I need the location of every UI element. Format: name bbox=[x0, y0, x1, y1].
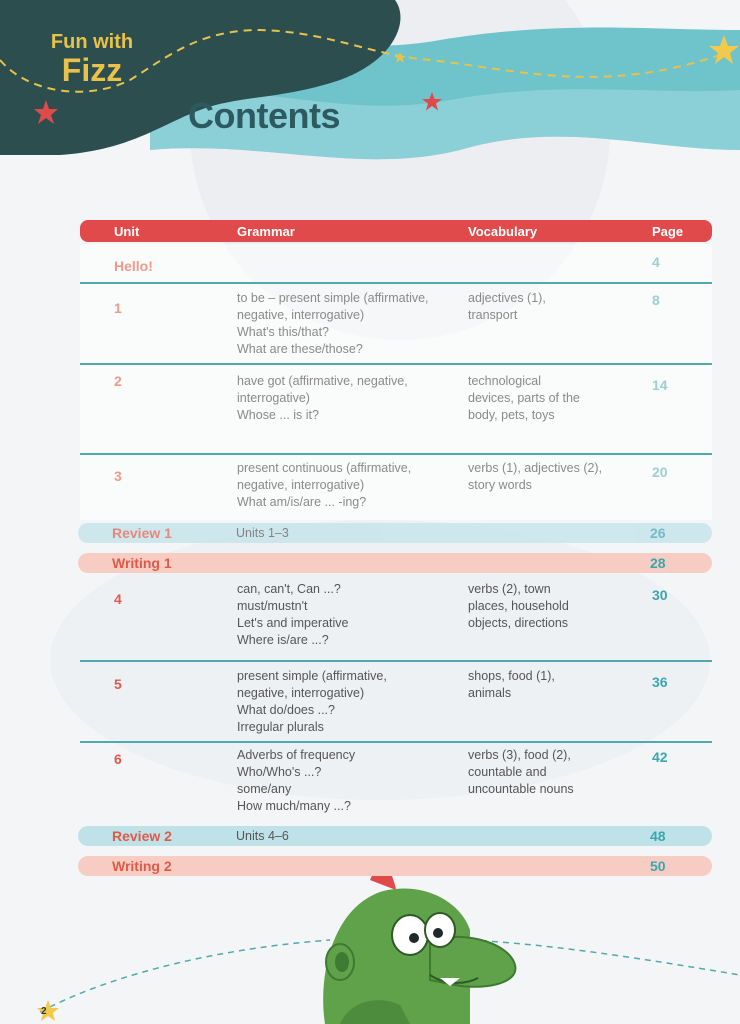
table-row bbox=[80, 290, 712, 362]
vocabulary-line: places, household bbox=[468, 599, 569, 613]
row-divider bbox=[80, 453, 712, 455]
vocabulary-line: story words bbox=[468, 478, 532, 492]
grammar-line: present continuous (affirmative, bbox=[237, 461, 412, 475]
row-page: 28 bbox=[650, 555, 666, 571]
review-row bbox=[78, 826, 712, 846]
row-page: 4 bbox=[652, 254, 660, 270]
grammar-line: Let's and imperative bbox=[237, 616, 349, 630]
row-page: 8 bbox=[652, 292, 660, 308]
row-page: 50 bbox=[650, 858, 666, 874]
grammar-line: present simple (affirmative, bbox=[237, 669, 387, 683]
row-unit: Writing 2 bbox=[112, 858, 172, 874]
grammar-line: What am/is/are ... -ing? bbox=[237, 495, 367, 509]
table-header bbox=[80, 220, 712, 242]
grammar-line: How much/many ...? bbox=[237, 799, 351, 813]
table-row bbox=[80, 460, 712, 518]
row-page: 36 bbox=[652, 674, 668, 690]
vocabulary-line: body, pets, toys bbox=[468, 408, 555, 422]
vocabulary-line: shops, food (1), bbox=[468, 669, 555, 683]
table-row bbox=[80, 373, 712, 453]
vocabulary-line: countable and bbox=[468, 765, 547, 779]
grammar-line: negative, interrogative) bbox=[237, 308, 365, 322]
brand-line-1: Fun with bbox=[50, 31, 134, 53]
row-unit: 3 bbox=[114, 468, 122, 484]
mascot-dinosaur-icon bbox=[323, 864, 515, 1024]
vocabulary-line: animals bbox=[468, 686, 512, 700]
column-header-unit: Unit bbox=[114, 224, 140, 239]
grammar-line: Adverbs of frequency bbox=[237, 748, 356, 762]
column-header-grammar: Grammar bbox=[237, 224, 295, 239]
grammar-line: have got (affirmative, negative, bbox=[237, 374, 408, 388]
page-number: 2 bbox=[41, 1006, 47, 1017]
row-page: 14 bbox=[652, 377, 668, 393]
grammar-line: Who/Who's ...? bbox=[237, 765, 322, 779]
brand-line-2: Fizz bbox=[61, 52, 123, 88]
row-unit: Review 2 bbox=[112, 828, 172, 844]
row-units-range: Units 4–6 bbox=[236, 829, 289, 843]
row-divider bbox=[80, 660, 712, 662]
table-row bbox=[80, 581, 712, 659]
page-title: Contents bbox=[188, 95, 340, 136]
grammar-line: Irregular plurals bbox=[237, 720, 324, 734]
vocabulary-line: devices, parts of the bbox=[468, 391, 580, 405]
column-header-vocabulary: Vocabulary bbox=[468, 224, 538, 239]
grammar-line: must/mustn't bbox=[237, 599, 308, 613]
row-units-range: Units 1–3 bbox=[236, 526, 289, 540]
row-divider bbox=[80, 741, 712, 743]
column-header-page: Page bbox=[652, 224, 684, 239]
table-row bbox=[80, 668, 712, 740]
row-vocabulary bbox=[468, 373, 618, 424]
writing-row bbox=[78, 553, 712, 573]
vocabulary-line: transport bbox=[468, 308, 518, 322]
row-vocabulary bbox=[468, 460, 618, 494]
row-divider bbox=[80, 363, 712, 365]
grammar-line: What's this/that? bbox=[237, 325, 330, 339]
writing-row bbox=[78, 856, 712, 876]
row-page: 26 bbox=[650, 525, 666, 541]
row-vocabulary bbox=[468, 668, 618, 702]
vocabulary-line: uncountable nouns bbox=[468, 782, 574, 796]
row-vocabulary bbox=[468, 747, 618, 798]
vocabulary-line: verbs (1), adjectives (2), bbox=[468, 461, 603, 475]
grammar-line: Whose ... is it? bbox=[237, 408, 319, 422]
row-unit: 4 bbox=[114, 591, 122, 607]
row-grammar bbox=[237, 373, 452, 424]
row-unit: 5 bbox=[114, 676, 122, 692]
vocabulary-line: technological bbox=[468, 374, 541, 388]
row-divider bbox=[80, 282, 712, 284]
row-unit: Hello! bbox=[114, 258, 153, 274]
grammar-line: What do/does ...? bbox=[237, 703, 335, 717]
row-grammar bbox=[237, 747, 452, 815]
row-page: 48 bbox=[650, 828, 666, 844]
row-unit: 6 bbox=[114, 751, 122, 767]
row-page: 42 bbox=[652, 749, 668, 765]
row-unit: Writing 1 bbox=[112, 555, 172, 571]
row-page: 20 bbox=[652, 464, 668, 480]
row-grammar bbox=[237, 460, 452, 511]
vocabulary-line: verbs (3), food (2), bbox=[468, 748, 571, 762]
row-unit: Review 1 bbox=[112, 525, 172, 541]
vocabulary-line: adjectives (1), bbox=[468, 291, 546, 305]
grammar-line: negative, interrogative) bbox=[237, 686, 365, 700]
row-grammar bbox=[237, 290, 452, 358]
table-row bbox=[80, 254, 712, 282]
grammar-line: interrogative) bbox=[237, 391, 310, 405]
row-grammar bbox=[237, 668, 452, 736]
table-row bbox=[80, 747, 712, 819]
row-grammar bbox=[237, 581, 452, 649]
grammar-line: What are these/those? bbox=[237, 342, 363, 356]
review-row bbox=[78, 523, 712, 543]
row-page: 30 bbox=[652, 587, 668, 603]
grammar-line: negative, interrogative) bbox=[237, 478, 365, 492]
grammar-line: Where is/are ...? bbox=[237, 633, 329, 647]
row-vocabulary bbox=[468, 290, 618, 324]
grammar-line: to be – present simple (affirmative, bbox=[237, 291, 429, 305]
grammar-line: can, can't, Can ...? bbox=[237, 582, 341, 596]
brand-logo bbox=[32, 32, 152, 86]
grammar-line: some/any bbox=[237, 782, 292, 796]
vocabulary-line: objects, directions bbox=[468, 616, 569, 630]
row-unit: 2 bbox=[114, 373, 122, 389]
vocabulary-line: verbs (2), town bbox=[468, 582, 551, 596]
row-vocabulary bbox=[468, 581, 618, 632]
row-unit: 1 bbox=[114, 300, 122, 316]
